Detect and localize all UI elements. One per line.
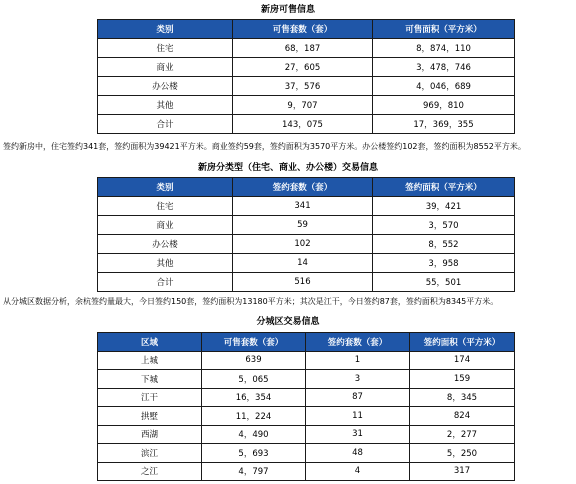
table-cell: 174: [410, 351, 515, 370]
table-cell: 3: [306, 370, 410, 389]
table-cell: 之江: [98, 462, 202, 481]
table-header-row: [98, 333, 515, 352]
table-cell: 合计: [98, 115, 233, 134]
district-transactions-table: [97, 332, 515, 481]
table-cell: 143，075: [233, 115, 373, 134]
table-row: [98, 197, 515, 216]
table-header-row: [98, 178, 515, 197]
column-header: 类别: [98, 178, 233, 197]
section-title-district-transactions: 分城区交易信息: [256, 317, 320, 327]
table-row: [98, 407, 515, 426]
table-row: [98, 370, 515, 389]
table-cell: 102: [233, 235, 373, 254]
table-cell: 4，490: [202, 425, 306, 444]
table-cell: 8，874，110: [373, 39, 515, 58]
table-cell: 办公楼: [98, 77, 233, 96]
table-cell: 下城: [98, 370, 202, 389]
table-cell: 拱墅: [98, 407, 202, 426]
table-cell: 5，693: [202, 444, 306, 463]
table-cell: 55，501: [373, 273, 515, 292]
table-cell: 31: [306, 425, 410, 444]
signing-summary-paragraph: 签约新房中，住宅签约341套，签约面积为39421平方米。商业签约59套，签约面积为3570平方米。办公楼签约102套，签约面积为8552平方米。: [3, 142, 526, 151]
table-cell: 14: [233, 254, 373, 273]
table-row: [98, 462, 515, 481]
table-cell: 3，478，746: [373, 58, 515, 77]
table-row: [98, 254, 515, 273]
table-cell: 上城: [98, 351, 202, 370]
table-cell: 商业: [98, 216, 233, 235]
table-cell: 其他: [98, 254, 233, 273]
column-header: 可售套数（套）: [233, 20, 373, 39]
table-cell: 江干: [98, 388, 202, 407]
type-transactions-table: [97, 177, 515, 292]
available-stock-table: [97, 19, 515, 134]
table-cell: 16，354: [202, 388, 306, 407]
table-cell: 48: [306, 444, 410, 463]
column-header: 可售套数（套）: [202, 333, 306, 352]
column-header: 签约套数（套）: [306, 333, 410, 352]
table-cell: 317: [410, 462, 515, 481]
table-cell: 8，345: [410, 388, 515, 407]
table-cell: 合计: [98, 273, 233, 292]
section-title-type-transactions: 新房分类型（住宅、商业、办公楼）交易信息: [197, 163, 378, 173]
table-cell: 其他: [98, 96, 233, 115]
table-row-total: [98, 273, 515, 292]
table-cell: 1: [306, 351, 410, 370]
table-row: [98, 388, 515, 407]
table-cell: 4: [306, 462, 410, 481]
section-title-available-stock: 新房可售信息: [260, 5, 315, 15]
table-cell: 4，046，689: [373, 77, 515, 96]
table-cell: 住宅: [98, 39, 233, 58]
table-cell: 3，570: [373, 216, 515, 235]
table-cell: 4，797: [202, 462, 306, 481]
table-header-row: [98, 20, 515, 39]
table-cell: 3，958: [373, 254, 515, 273]
table-cell: 11: [306, 407, 410, 426]
table-cell: 159: [410, 370, 515, 389]
table-cell: 商业: [98, 58, 233, 77]
table-cell: 59: [233, 216, 373, 235]
table-cell: 9，707: [233, 96, 373, 115]
table-cell: 37，576: [233, 77, 373, 96]
table-cell: 639: [202, 351, 306, 370]
table-cell: 969，810: [373, 96, 515, 115]
table-cell: 17，369，355: [373, 115, 515, 134]
column-header: 区域: [98, 333, 202, 352]
table-cell: 5，065: [202, 370, 306, 389]
column-header: 签约面积（平方米）: [373, 178, 515, 197]
table-cell: 滨江: [98, 444, 202, 463]
table-row: [98, 96, 515, 115]
table-row: [98, 58, 515, 77]
table-row: [98, 351, 515, 370]
column-header: 类别: [98, 20, 233, 39]
table-cell: 西湖: [98, 425, 202, 444]
column-header: 签约套数（套）: [233, 178, 373, 197]
table-cell: 办公楼: [98, 235, 233, 254]
table-row: [98, 216, 515, 235]
column-header: 可售面积（平方米）: [373, 20, 515, 39]
table-cell: 68，187: [233, 39, 373, 58]
table-row: [98, 444, 515, 463]
table-row-total: [98, 115, 515, 134]
table-cell: 2，277: [410, 425, 515, 444]
table-cell: 住宅: [98, 197, 233, 216]
table-cell: 516: [233, 273, 373, 292]
table-cell: 8，552: [373, 235, 515, 254]
table-cell: 824: [410, 407, 515, 426]
table-cell: 11，224: [202, 407, 306, 426]
table-cell: 341: [233, 197, 373, 216]
table-row: [98, 39, 515, 58]
table-row: [98, 235, 515, 254]
table-cell: 39，421: [373, 197, 515, 216]
table-row: [98, 77, 515, 96]
table-cell: 87: [306, 388, 410, 407]
column-header: 签约面积（平方米）: [410, 333, 515, 352]
table-cell: 5，250: [410, 444, 515, 463]
table-row: [98, 425, 515, 444]
table-cell: 27，605: [233, 58, 373, 77]
district-summary-paragraph: 从分城区数据分析，余杭签约量最大，今日签约150套，签约面积为13180平方米；其次是江干，今日签约87套，签约面积为8345平方米。: [3, 297, 499, 306]
